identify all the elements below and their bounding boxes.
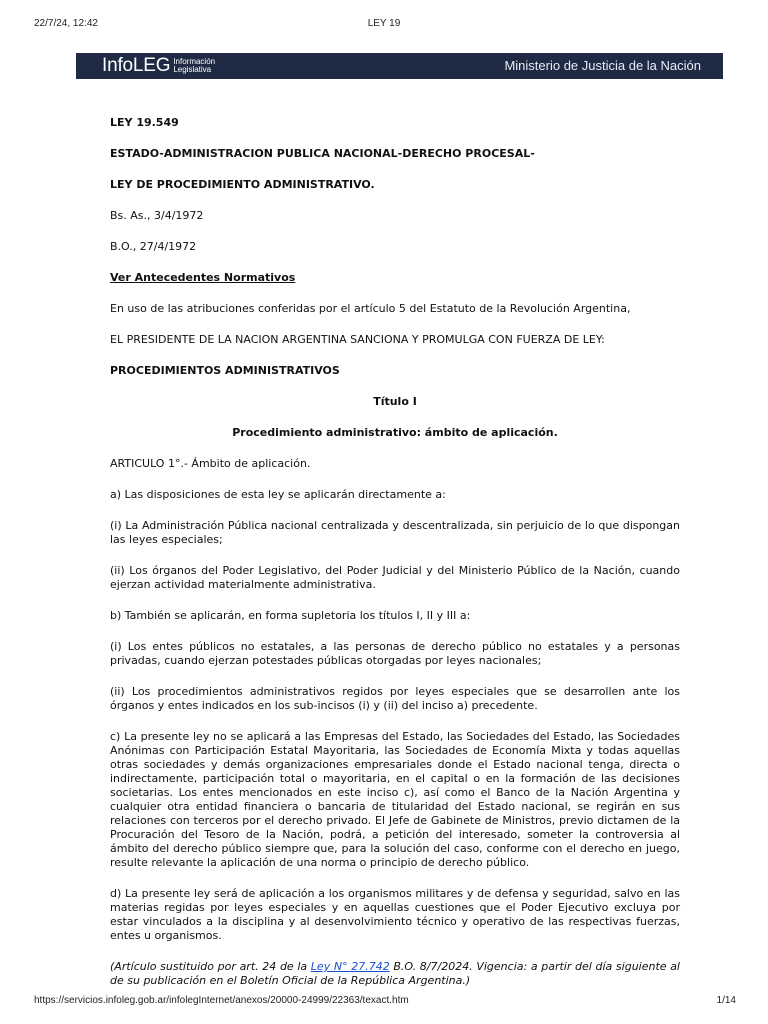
infoleg-banner bbox=[76, 53, 723, 79]
print-header bbox=[0, 18, 768, 32]
infoleg-logo[interactable] bbox=[102, 55, 215, 77]
law-place-date: Bs. As., 3/4/1972 bbox=[110, 209, 204, 222]
law-name: LEY DE PROCEDIMIENTO ADMINISTRATIVO. bbox=[110, 178, 375, 191]
brand-name: InfoLEG bbox=[102, 55, 171, 76]
article-1-heading: ARTICULO 1°.- Ámbito de aplicación. bbox=[110, 457, 311, 470]
law-bo-date: B.O., 27/4/1972 bbox=[110, 240, 197, 253]
brand-subtitle-line-1: Información bbox=[173, 57, 216, 66]
law-document bbox=[110, 116, 680, 1005]
law-number: LEY 19.549 bbox=[110, 116, 179, 129]
section-heading: PROCEDIMIENTOS ADMINISTRATIVOS bbox=[110, 364, 340, 377]
print-footer bbox=[0, 995, 768, 1009]
paragraph-a-ii: (ii) Los órganos del Poder Legislativo, del Poder Judicial y del Ministerio Público de la Nación, cuando ejerzan actividad materialmente administrativa. bbox=[110, 564, 680, 591]
ley-27742-link[interactable]: Ley N° 27.742 bbox=[310, 960, 390, 973]
antecedentes-link[interactable]: Ver Antecedentes Normativos bbox=[110, 271, 296, 284]
amendment-note bbox=[110, 960, 680, 988]
paragraph-a: a) Las disposiciones de esta ley se aplicarán directamente a: bbox=[110, 488, 446, 501]
print-title: LEY 19 bbox=[367, 18, 401, 29]
paragraph-c: c) La presente ley no se aplicará a las Empresas del Estado, las Sociedades del Estado, las Sociedades Anónimas con Participación Estatal Mayoritaria, las Sociedades de Economía Mixta y todas aquellas otras sociedades y demás organizaciones empresariales donde el Estado nacional tenga, directa o indirectamente, participación total o mayoritaria, en el capital o en la formación de las decisiones societarias. Los entes mencionados en este inciso c), así como el Banco de la Nación Argentina y cualquier otra entidad financiera o bancaria de titularidad del Estado nacional, se regirán en sus relaciones con terceros por el derecho privado. El Jefe de Gabinete de Ministros, previo dictamen de la Procuración del Tesoro de la Nación, podrá, a petición del interesado, someter la controversia al ámbito del derecho público siempre que, para la solución del caso, conforme con el derecho en juego, resulte relevante la aplicación de una norma o principio de derecho público. bbox=[110, 730, 680, 869]
amendment-note-prefix: (Artículo sustituido por art. 24 de la bbox=[110, 960, 311, 973]
paragraph-d: d) La presente ley será de aplicación a los organismos militares y de defensa y seguridad, salvo en las materias regidas por leyes especiales y en aquellas cuestiones que el Poder Ejecutivo excluya por estar vinculados a la disciplina y al desenvolvimiento técnico y operativo de las respectivas fuerzas, entes u organismos. bbox=[110, 887, 680, 942]
brand-subtitle-line-2: Legislativa bbox=[173, 65, 212, 74]
paragraph-b-i: (i) Los entes públicos no estatales, a las personas de derecho público no estatales y a personas privadas, cuando ejerzan potestades públicas otorgadas por leyes nacionales; bbox=[110, 640, 680, 667]
preamble: En uso de las atribuciones conferidas por el artículo 5 del Estatuto de la Revolución Argentina, bbox=[110, 302, 631, 315]
brand-subtitle bbox=[173, 58, 215, 74]
titulo-subtitle: Procedimiento administrativo: ámbito de aplicación. bbox=[232, 426, 558, 439]
paragraph-b: b) También se aplicarán, en forma supletoria los títulos I, II y III a: bbox=[110, 609, 471, 622]
print-date: 22/7/24, 12:42 bbox=[34, 18, 98, 29]
antecedentes-paragraph bbox=[110, 271, 680, 285]
ministry-label[interactable]: Ministerio de Justicia de la Nación bbox=[504, 58, 701, 73]
paragraph-a-i: (i) La Administración Pública nacional centralizada y descentralizada, sin perjuicio de lo que dispongan las leyes especiales; bbox=[110, 519, 680, 546]
titulo-heading: Título I bbox=[373, 395, 417, 408]
print-page-number: 1/14 bbox=[716, 995, 736, 1006]
sanciona-statement: EL PRESIDENTE DE LA NACION ARGENTINA SANCIONA Y PROMULGA CON FUERZA DE LEY: bbox=[110, 333, 605, 346]
amendment-note-suffix: B.O. 8/7/2024. Vigencia: a partir del día siguiente al de su publicación en el Boletín Oficial de la República Argentina.) bbox=[110, 960, 680, 987]
law-subject: ESTADO-ADMINISTRACION PUBLICA NACIONAL-DERECHO PROCESAL- bbox=[110, 147, 535, 160]
print-url: https://servicios.infoleg.gob.ar/infolegInternet/anexos/20000-24999/22363/texact.htm bbox=[34, 995, 409, 1006]
paragraph-b-ii: (ii) Los procedimientos administrativos regidos por leyes especiales que se desarrollen ante los órganos y entes indicados en los sub-incisos (i) y (ii) del inciso a) precedente. bbox=[110, 685, 680, 712]
